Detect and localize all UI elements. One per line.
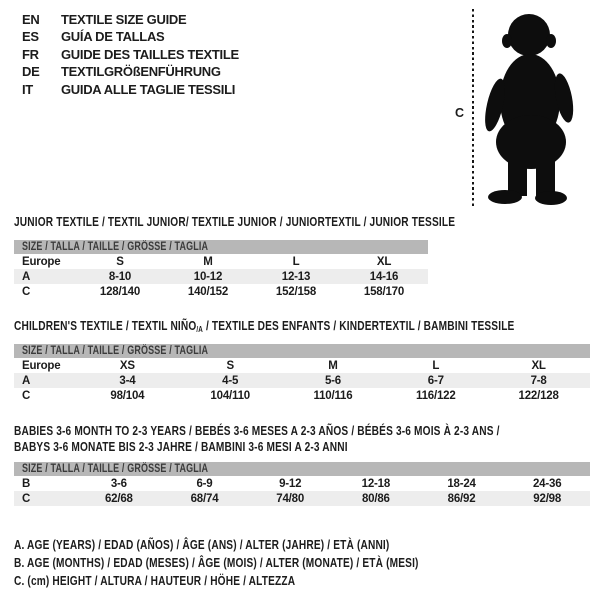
height-measure-label: C — [455, 106, 465, 120]
row-label-cell: C — [22, 285, 31, 298]
table-row — [14, 491, 590, 506]
value-cell: 116/122 — [416, 389, 456, 402]
footnote-b-age-months: B. AGE (MONTHS) / EDAD (MESES) / ÂGE (MOIS) / ALTER (MONATE) / ETÀ (MESI) — [14, 555, 419, 571]
value-cell: 6-9 — [196, 477, 213, 490]
value-cell: XL — [531, 359, 546, 372]
junior-table-body — [14, 254, 428, 299]
value-cell: 4-5 — [222, 374, 239, 387]
table-row — [14, 388, 590, 403]
value-cell: 152/158 — [275, 285, 317, 298]
language-row-de — [22, 63, 239, 80]
language-row-en — [22, 11, 239, 28]
junior-section-title — [14, 214, 580, 229]
value-cell: XS — [119, 359, 135, 372]
value-cell: 86/92 — [447, 492, 476, 505]
babies-section-title-line1: BABIES 3-6 MONTH TO 2-3 YEARS / BEBÉS 3-6 MESES A 2-3 AÑOS / BÉBÉS 3-6 MOIS À 2-3 ANS / — [14, 423, 500, 438]
value-cell: 5-6 — [324, 374, 341, 387]
value-cell: 104/110 — [210, 389, 250, 402]
size-header-bar — [14, 344, 590, 358]
size-header-bar — [14, 462, 590, 476]
table-row — [14, 284, 428, 299]
language-list — [22, 11, 239, 98]
value-cell: 122/128 — [518, 389, 559, 402]
babies-table-body — [14, 476, 590, 506]
table-row — [14, 373, 590, 388]
value-cell: 7-8 — [530, 374, 547, 387]
language-code: ES — [22, 29, 39, 45]
footnote-c-height-cm: C. (cm) HEIGHT / ALTURA / HAUTEUR / HÖHE / ALTEZZA — [14, 573, 296, 589]
children-table-body — [14, 358, 590, 403]
value-cell: 12-13 — [281, 270, 311, 283]
language-title: TEXTILGRÖßENFÜHRUNG — [61, 64, 221, 80]
value-cell: S — [226, 359, 234, 372]
language-code: IT — [22, 81, 33, 97]
value-cell: XL — [376, 255, 392, 268]
children-section-title-text: CHILDREN'S TEXTILE / TEXTIL NIÑO/A / TEXTILE DES ENFANTS / KINDERTEXTIL / BAMBINI TESSILE — [14, 318, 515, 334]
value-cell: 62/68 — [104, 492, 133, 505]
babies-section-title-line2: BABYS 3-6 MONATE BIS 2-3 JAHRE / BAMBINI 3-6 MESI A 2-3 ANNI — [14, 438, 348, 454]
value-cell: 74/80 — [276, 492, 305, 505]
value-cell: 158/170 — [363, 285, 405, 298]
language-code: DE — [22, 64, 40, 80]
children-size-table — [14, 344, 590, 403]
table-row — [14, 476, 590, 491]
value-cell: 12-18 — [361, 477, 391, 490]
language-title: GUIDA ALLE TAGLIE TESSILI — [61, 81, 236, 97]
row-label-cell: A — [22, 270, 31, 283]
value-cell: 18-24 — [447, 477, 476, 490]
size-header-bar — [14, 240, 428, 254]
value-cell: 140/152 — [187, 285, 229, 298]
value-cell: 3-6 — [110, 477, 127, 490]
babies-section-title — [14, 423, 600, 454]
language-title: GUÍA DE TALLAS — [61, 29, 165, 45]
language-title: TEXTILE SIZE GUIDE — [61, 12, 187, 27]
row-label-cell: C — [22, 389, 31, 402]
value-cell: 6-7 — [427, 374, 444, 387]
junior-section-title-text: JUNIOR TEXTILE / TEXTIL JUNIOR/ TEXTILE JUNIOR / JUNIORTEXTIL / JUNIOR TESSILE — [14, 214, 456, 229]
language-title: GUIDE DES TAILLES TEXTILE — [61, 46, 239, 62]
value-cell: 10-12 — [193, 270, 223, 283]
value-cell: 9-12 — [279, 477, 302, 490]
value-cell: 8-10 — [108, 270, 132, 283]
value-cell: 14-16 — [369, 270, 399, 283]
value-cell: 80/86 — [361, 492, 390, 505]
size-header-text: SIZE / TALLA / TAILLE / GRÖSSE / TAGLIA — [22, 241, 209, 253]
language-row-fr — [22, 46, 239, 63]
value-cell: L — [292, 255, 300, 268]
row-label-cell: Europe — [22, 359, 61, 372]
value-cell: 68/74 — [190, 492, 219, 505]
row-label-cell: B — [22, 477, 31, 490]
value-cell: 98/104 — [110, 389, 145, 402]
row-label-cell: C — [22, 492, 31, 505]
footnote-a-age-years: A. AGE (YEARS) / EDAD (AÑOS) / ÂGE (ANS) / ALTER (JAHRE) / ETÀ (ANNI) — [14, 537, 390, 552]
children-section-title — [14, 318, 600, 334]
table-row — [14, 269, 428, 284]
junior-size-table — [14, 240, 428, 299]
toddler-silhouette-icon — [481, 5, 583, 211]
table-row — [14, 358, 590, 373]
table-row — [14, 254, 428, 269]
value-cell: 24-36 — [532, 477, 562, 490]
value-cell: 3-4 — [119, 374, 136, 387]
row-label-cell: A — [22, 374, 31, 387]
language-code: FR — [22, 46, 39, 62]
babies-size-table — [14, 462, 590, 506]
title-subscript: /A — [196, 325, 203, 334]
size-header-text: SIZE / TALLA / TAILLE / GRÖSSE / TAGLIA — [22, 345, 209, 357]
row-label-cell: Europe — [22, 255, 61, 268]
value-cell: L — [432, 359, 440, 372]
size-header-text: SIZE / TALLA / TAILLE / GRÖSSE / TAGLIA — [22, 463, 209, 475]
footnotes — [14, 536, 533, 591]
height-measure-dashed-line — [472, 9, 474, 206]
value-cell: 110/116 — [313, 389, 353, 402]
language-row-it — [22, 81, 239, 98]
value-cell: 92/98 — [533, 492, 562, 505]
language-row-es — [22, 28, 239, 45]
value-cell: 128/140 — [99, 285, 141, 298]
value-cell: M — [328, 359, 338, 372]
language-code: EN — [22, 12, 40, 27]
value-cell: M — [203, 255, 213, 268]
value-cell: S — [116, 255, 124, 268]
